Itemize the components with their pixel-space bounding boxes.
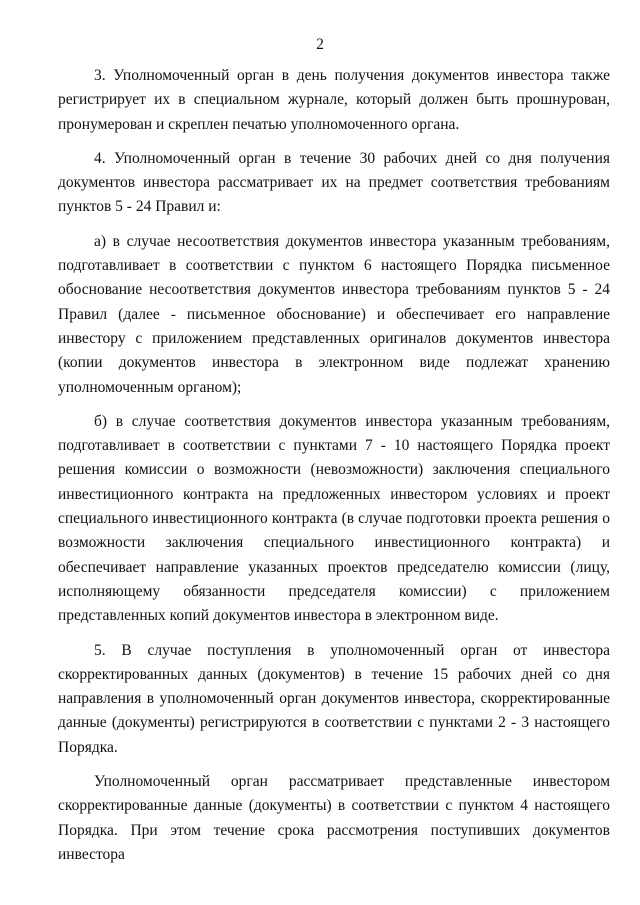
paragraph-item-3: 3. Уполномоченный орган в день получения документов инвестора также регистрирует их в специальном журнале, который должен быть прошнурован, пронумерован и скреплен печатью уполномоченного органа.	[58, 67, 610, 133]
document-body	[58, 64, 610, 877]
paragraph-subitem-a: а) в случае несоответствия документов инвестора указанным требованиям, подготавливает в соответствии с пунктом 6 настоящего Порядка письменное обоснование несоответствия документов инвестора требованиям пунктов 5 - 24 Правил (далее - письменное обоснование) и обеспечивает его направление инвестору с приложением представленных оригиналов документов инвестора (копии документов инвестора в электронном виде подлежат хранению уполномоченным органом);	[58, 232, 610, 396]
page-number: 2	[316, 36, 324, 53]
paragraph-subitem-b: б) в случае соответствия документов инвестора указанным требованиям, подготавливает в соответствии с пунктами 7 - 10 настоящего Порядка проект решения комиссии о возможности (невозможности) заключения специального инвестиционного контракта на предложенных инвестором условиях и проект специального инвестиционного контракта (в случае подготовки проекта решения о возможности заключения специального инвестиционного контракта) и обеспечивает направление указанных проектов председателю комиссии (лицу, исполняющему обязанности председателя комиссии) с приложением представленных копий документов инвестора в электронном виде.	[58, 412, 610, 625]
paragraph-item-4: 4. Уполномоченный орган в течение 30 рабочих дней со дня получения документов инвестора рассматривает их на предмет соответствия требованиям пунктов 5 - 24 Правил и:	[58, 149, 610, 216]
paragraph-item-5: 5. В случае поступления в уполномоченный орган от инвестора скорректированных данных (документов) в течение 15 рабочих дней со дня направления в уполномоченный орган документов инвестора, скорректированные данные (документы) регистрируются в соответствии с пунктами 2 - 3 настоящего Порядка.	[58, 641, 610, 756]
paragraph-continuation: Уполномоченный орган рассматривает представленные инвестором скорректированные данные (документы) в соответствии с пунктом 4 настоящего Порядка. При этом течение срока рассмотрения поступивших документов инвестора	[58, 773, 610, 863]
